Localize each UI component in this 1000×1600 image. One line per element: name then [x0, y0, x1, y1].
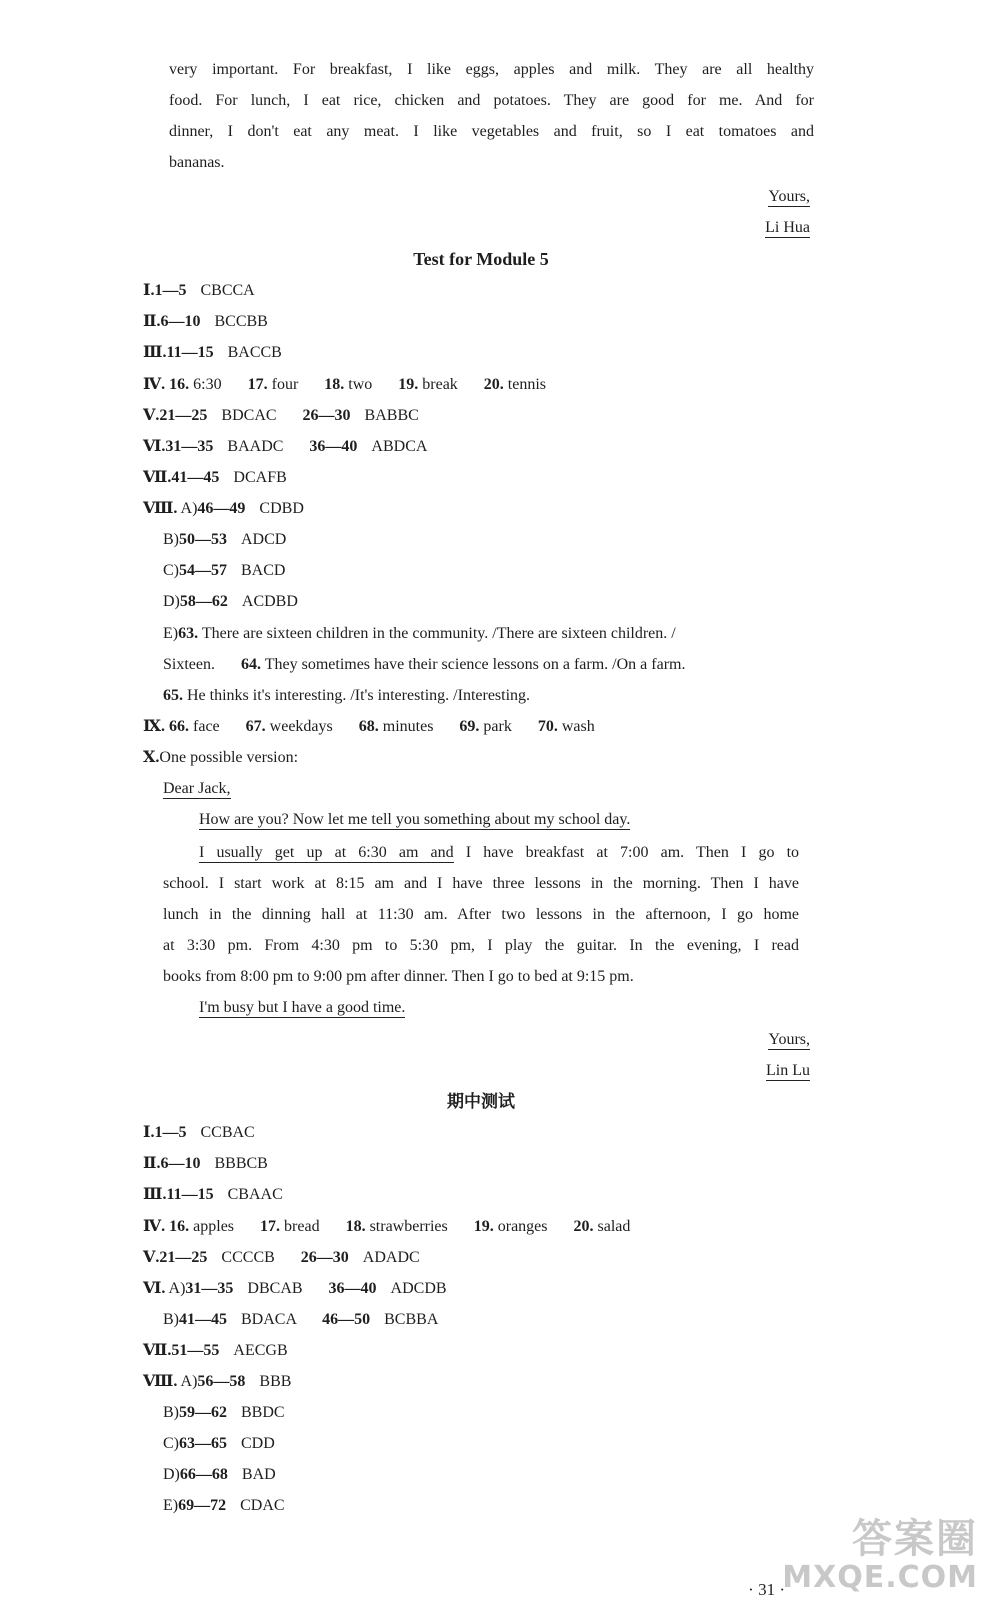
- answer-row: Ⅴ.21—25 BDCAC 26—30 BABBC: [143, 407, 419, 424]
- letter-line: food. For lunch, I eat rice, chicken and potatoes. They are good for me. And for: [169, 92, 814, 109]
- answer-row: Ⅵ. A)31—35 DBCAB 36—40 ADCDB: [143, 1280, 447, 1297]
- answer-row: Ⅴ.21—25 CCCCB 26—30 ADADC: [143, 1249, 420, 1266]
- answer-row: B)59—62 BBDC: [163, 1404, 285, 1421]
- answer-row: E)63. There are sixteen children in the community. /There are sixteen children. /: [163, 625, 676, 642]
- answer-row: Ⅹ.One possible version:: [143, 749, 299, 766]
- watermark: [782, 1516, 978, 1594]
- answer-row: 65. He thinks it's interesting. /It's interesting. /Interesting.: [163, 687, 531, 704]
- answer-row: B)50—53 ADCD: [163, 531, 287, 548]
- module5-title: Test for Module 5: [413, 249, 549, 269]
- answer-row: Ⅲ.11—15 BACCB: [143, 344, 282, 361]
- answer-row: Ⅰ.1—5 CBCCA: [143, 282, 255, 299]
- answer-row: Ⅷ. A)56—58 BBB: [143, 1373, 292, 1390]
- answer-row: Ⅲ.11—15 CBAAC: [143, 1186, 283, 1203]
- answer-row: D)66—68 BAD: [163, 1466, 276, 1483]
- answer-row: Ⅰ.1—5 CCBAC: [143, 1124, 255, 1141]
- answer-row: Ⅷ. A)46—49 CDBD: [143, 500, 304, 517]
- answer-row: Ⅵ.31—35 BAADC 36—40 ABDCA: [143, 438, 428, 455]
- composition-line: I usually get up at 6:30 am and I have breakfast at 7:00 am. Then I go to: [199, 844, 800, 861]
- composition-line: books from 8:00 pm to 9:00 pm after dinner. Then I go to bed at 9:15 pm.: [163, 968, 634, 985]
- answer-row: C)63—65 CDD: [163, 1435, 275, 1452]
- answer-row: Ⅳ. 16. 6:30 17. four 18. two 19. break 20. tennis: [143, 376, 547, 393]
- midterm-title: 期中测试: [447, 1092, 515, 1112]
- letter-closing: Yours,: [768, 188, 810, 205]
- composition-line: at 3:30 pm. From 4:30 pm to 5:30 pm, I play the guitar. In the evening, I read: [163, 937, 799, 954]
- composition-line: How are you? Now let me tell you something about my school day.: [199, 811, 631, 828]
- page-number: · 31 ·: [748, 1580, 785, 1599]
- answer-row: Ⅱ.6—10 BBBCB: [143, 1155, 268, 1172]
- answer-row: D)58—62 ACDBD: [163, 593, 298, 610]
- answer-row: Ⅶ.41—45 DCAFB: [143, 469, 287, 486]
- composition-line: I'm busy but I have a good time.: [199, 999, 406, 1016]
- composition-salutation: Dear Jack,: [163, 780, 231, 797]
- letter-signature: Li Hua: [765, 219, 810, 236]
- answer-row: Ⅸ. 66. face 67. weekdays 68. minutes 69. park 70. wash: [143, 718, 595, 735]
- answer-row: B)41—45 BDACA 46—50 BCBBA: [163, 1311, 439, 1328]
- composition-line: school. I start work at 8:15 am and I have three lessons in the morning. Then I have: [163, 875, 799, 892]
- answer-row: Ⅳ. 16. apples 17. bread 18. strawberries 19. oranges 20. salad: [143, 1218, 631, 1235]
- composition-line: lunch in the dinning hall at 11:30 am. After two lessons in the afternoon, I go home: [163, 906, 799, 923]
- answer-row: Ⅶ.51—55 AECGB: [143, 1342, 288, 1359]
- letter-line: dinner, I don't eat any meat. I like vegetables and fruit, so I eat tomatoes and: [169, 123, 814, 140]
- composition-signature: Lin Lu: [766, 1062, 810, 1079]
- watermark-cn: 答案圈: [852, 1516, 978, 1562]
- answer-row: Ⅱ.6—10 BCCBB: [143, 313, 268, 330]
- answer-row: Sixteen. 64. They sometimes have their science lessons on a farm. /On a farm.: [163, 656, 686, 673]
- answer-row: E)69—72 CDAC: [163, 1497, 285, 1514]
- letter-line: bananas.: [169, 154, 225, 171]
- watermark-en: MXQE.COM: [782, 1560, 978, 1595]
- answer-row: C)54—57 BACD: [163, 562, 286, 579]
- composition-closing: Yours,: [768, 1031, 810, 1048]
- letter-line: very important. For breakfast, I like eggs, apples and milk. They are all healthy: [169, 61, 814, 78]
